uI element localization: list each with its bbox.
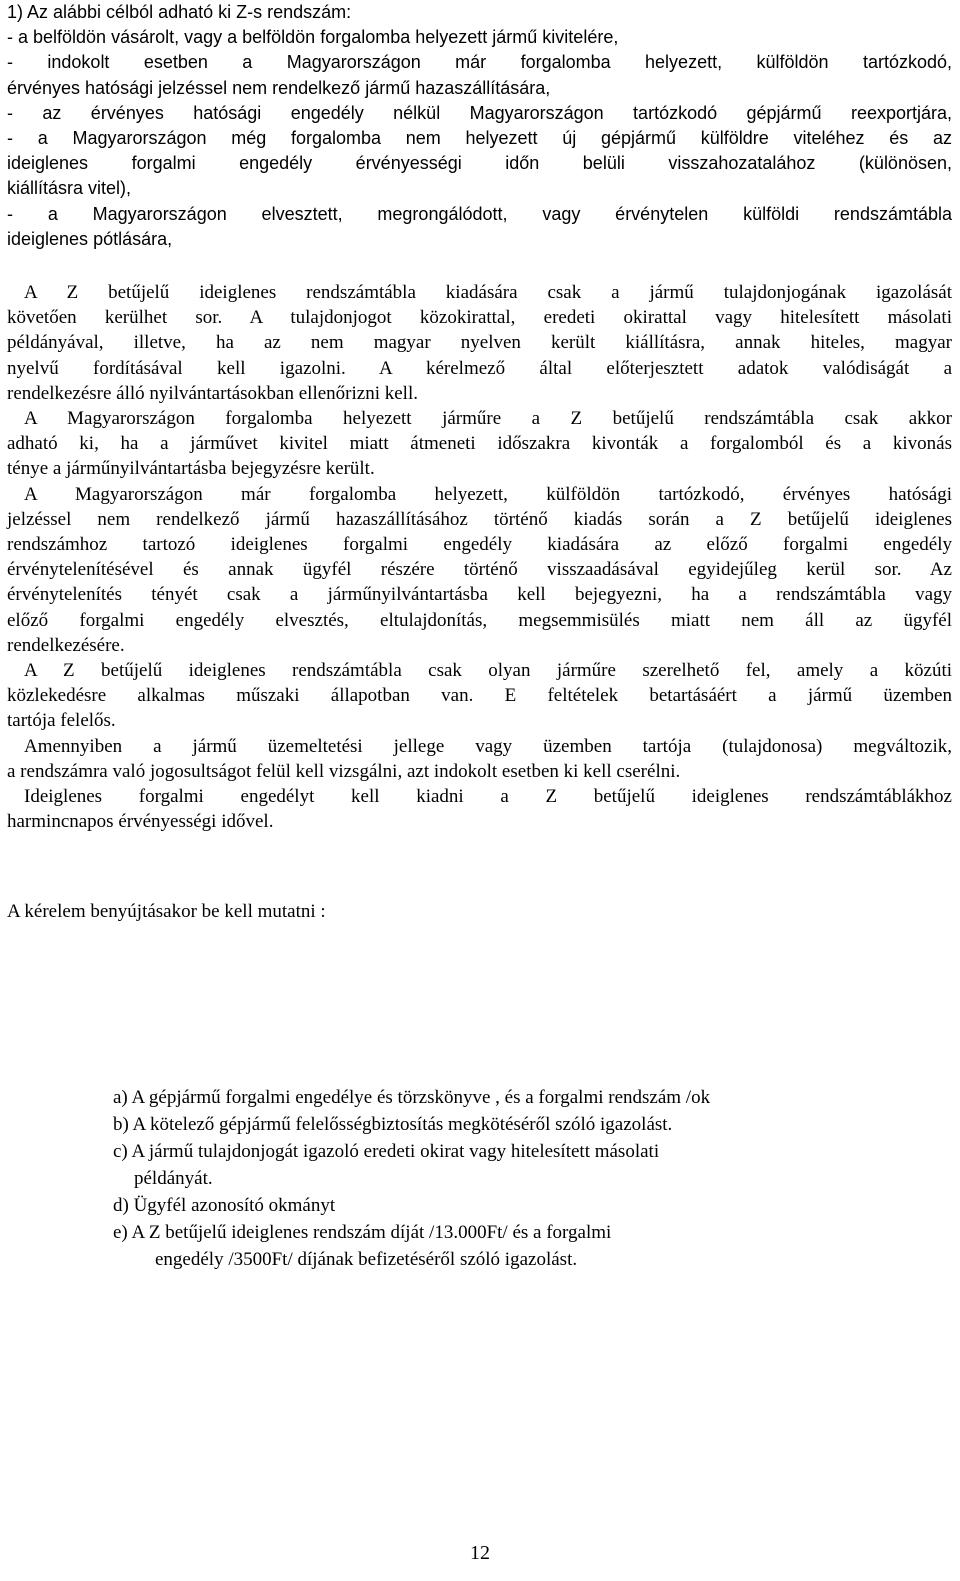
bullet-line: kiállításra vitel),	[7, 178, 132, 199]
paragraph-line: adható ki, ha a járművet kivitel miatt átmeneti időszakra kivonták a forgalomból és a kivonás	[7, 433, 952, 455]
bullet-1	[7, 25, 952, 50]
list-item: d) Ügyfél azonosító okmányt	[113, 1195, 336, 1216]
paragraph-line: A Z betűjelű ideiglenes rendszámtábla kiadására csak a jármű tulajdonjogának igazolását	[24, 282, 952, 304]
paragraph-line: rendszámhoz tartozó ideiglenes forgalmi engedély kiadására az előző forgalmi engedély	[7, 534, 952, 556]
paragraph-line: előző forgalmi engedély elvesztés, eltulajdonítás, megsemmisülés miatt nem áll az ügyfél	[7, 609, 952, 631]
paragraph-line: harmincnapos érvényességi idővel.	[7, 811, 274, 833]
bullet-line: - a Magyarországon még forgalomba nem helyezett új gépjármű külföldre viteléhez és az	[7, 128, 952, 149]
paragraph-repatriation	[7, 482, 952, 658]
spacer	[7, 835, 952, 899]
paragraph-line: tartója felelős.	[7, 710, 116, 732]
paragraph-line: érvénytelenítésével és annak ügyfél részére történő visszaadásával egyidejűleg kerül sor. Az	[7, 559, 952, 581]
list-item: c) A jármű tulajdonjogát igazoló eredeti okirat vagy hitelesített másolati	[113, 1141, 660, 1162]
required-documents-list	[113, 1084, 923, 1273]
paragraph-line: Amennyiben a jármű üzemeltetési jellege vagy üzemben tartója (tulajdonosa) megváltozik,	[24, 735, 952, 757]
paragraph-line: érvénytelenítés tényét csak a járműnyilvántartásba kell bejegyezni, ha a rendszámtábla vagy	[7, 584, 952, 606]
bullet-line: - a Magyarországon elvesztett, megrongálódott, vagy érvénytelen külföldi rendszámtábla	[7, 203, 952, 224]
list-item-continuation: engedély /3500Ft/ díjának befizetéséről szóló igazolást.	[155, 1249, 578, 1270]
request-heading: A kérelem benyújtásakor be kell mutatni :	[7, 900, 326, 922]
bullet-3	[7, 101, 952, 126]
bullet-5	[7, 202, 952, 252]
list-item: a) A gépjármű forgalmi engedélye és törzskönyve , és a forgalmi rendszám /ok	[113, 1087, 711, 1108]
paragraph-line: rendelkezésre álló nyilvántartásokban ellenőrizni kell.	[7, 382, 418, 404]
bullet-4	[7, 126, 952, 202]
bullet-line: ideiglenes pótlására,	[7, 228, 173, 249]
paragraph-line: követően kerülhet sor. A tulajdonjogot közokirattal, eredeti okirattal vagy hitelesített másolati	[7, 307, 952, 329]
paragraph-line: A Z betűjelű ideiglenes rendszámtábla csak olyan járműre szerelhető fel, amely a közúti	[24, 660, 952, 682]
paragraph-line: nyelvű fordításával kell igazolni. A kérelmező által előterjesztett adatok valódiságát a	[7, 357, 952, 379]
bullet-line: - indokolt esetben a Magyarországon már forgalomba helyezett, külföldön tartózkodó,	[7, 52, 952, 73]
paragraph-line: példányával, illetve, ha az nem magyar nyelven került kiállításra, annak hiteles, magyar	[7, 332, 952, 354]
bullet-line: érvényes hatósági jelzéssel nem rendelkező jármű hazaszállítására,	[7, 77, 551, 98]
paragraph-line: rendelkezésére.	[7, 634, 125, 656]
paragraph-ownership-proof	[7, 280, 952, 406]
paragraph-line: közlekedésre alkalmas műszaki állapotban van. E feltételek betartásáért a jármű üzemben	[7, 685, 952, 707]
paragraph-line: jelzéssel nem rendelkező jármű hazaszállításához történő kiadás során a Z betűjelű ideiglenes	[7, 508, 952, 530]
bullet-line: ideiglenes forgalmi engedély érvényességi időn belüli visszahozatalához (különösen,	[7, 153, 952, 174]
list-item: b) A kötelező gépjármű felelősségbiztosítás megkötéséről szóló igazolást.	[113, 1114, 673, 1135]
paragraph-line: Ideiglenes forgalmi engedélyt kell kiadni a Z betűjelű ideiglenes rendszámtáblákhoz	[24, 786, 952, 808]
paragraph-line: A Magyarországon forgalomba helyezett járműre a Z betűjelű rendszámtábla csak akkor	[24, 408, 952, 430]
page-number: 12	[470, 1542, 490, 1564]
spacer	[7, 252, 952, 280]
bullet-line: - a belföldön vásárolt, vagy a belföldön forgalomba helyezett jármű kivitelére,	[7, 27, 619, 48]
paragraph-entitlement-review	[7, 734, 952, 784]
document-page	[7, 0, 952, 924]
paragraph-line: ténye a járműnyilvántartásba bejegyzésre került.	[7, 458, 375, 480]
paragraph-export	[7, 406, 952, 482]
section-z-plate-purposes	[7, 0, 952, 252]
list-item: e) A Z betűjelű ideiglenes rendszám díját /13.000Ft/ és a forgalmi	[113, 1222, 612, 1243]
bullet-2	[7, 50, 952, 100]
bullet-line: - az érvényes hatósági engedély nélkül Magyarországon tartózkodó gépjármű reexportjára,	[7, 102, 952, 123]
paragraph-line: A Magyarországon már forgalomba helyezett, külföldön tartózkodó, érvényes hatósági	[24, 483, 952, 505]
paragraph-line: a rendszámra való jogosultságot felül kell vizsgálni, azt indokolt esetben ki kell cserélni.	[7, 760, 681, 782]
paragraph-temporary-permit	[7, 784, 952, 834]
paragraph-roadworthiness	[7, 658, 952, 734]
list-item-continuation: példányát.	[134, 1168, 213, 1189]
section-title: 1) Az alábbi célból adható ki Z-s rendszám:	[7, 2, 352, 22]
